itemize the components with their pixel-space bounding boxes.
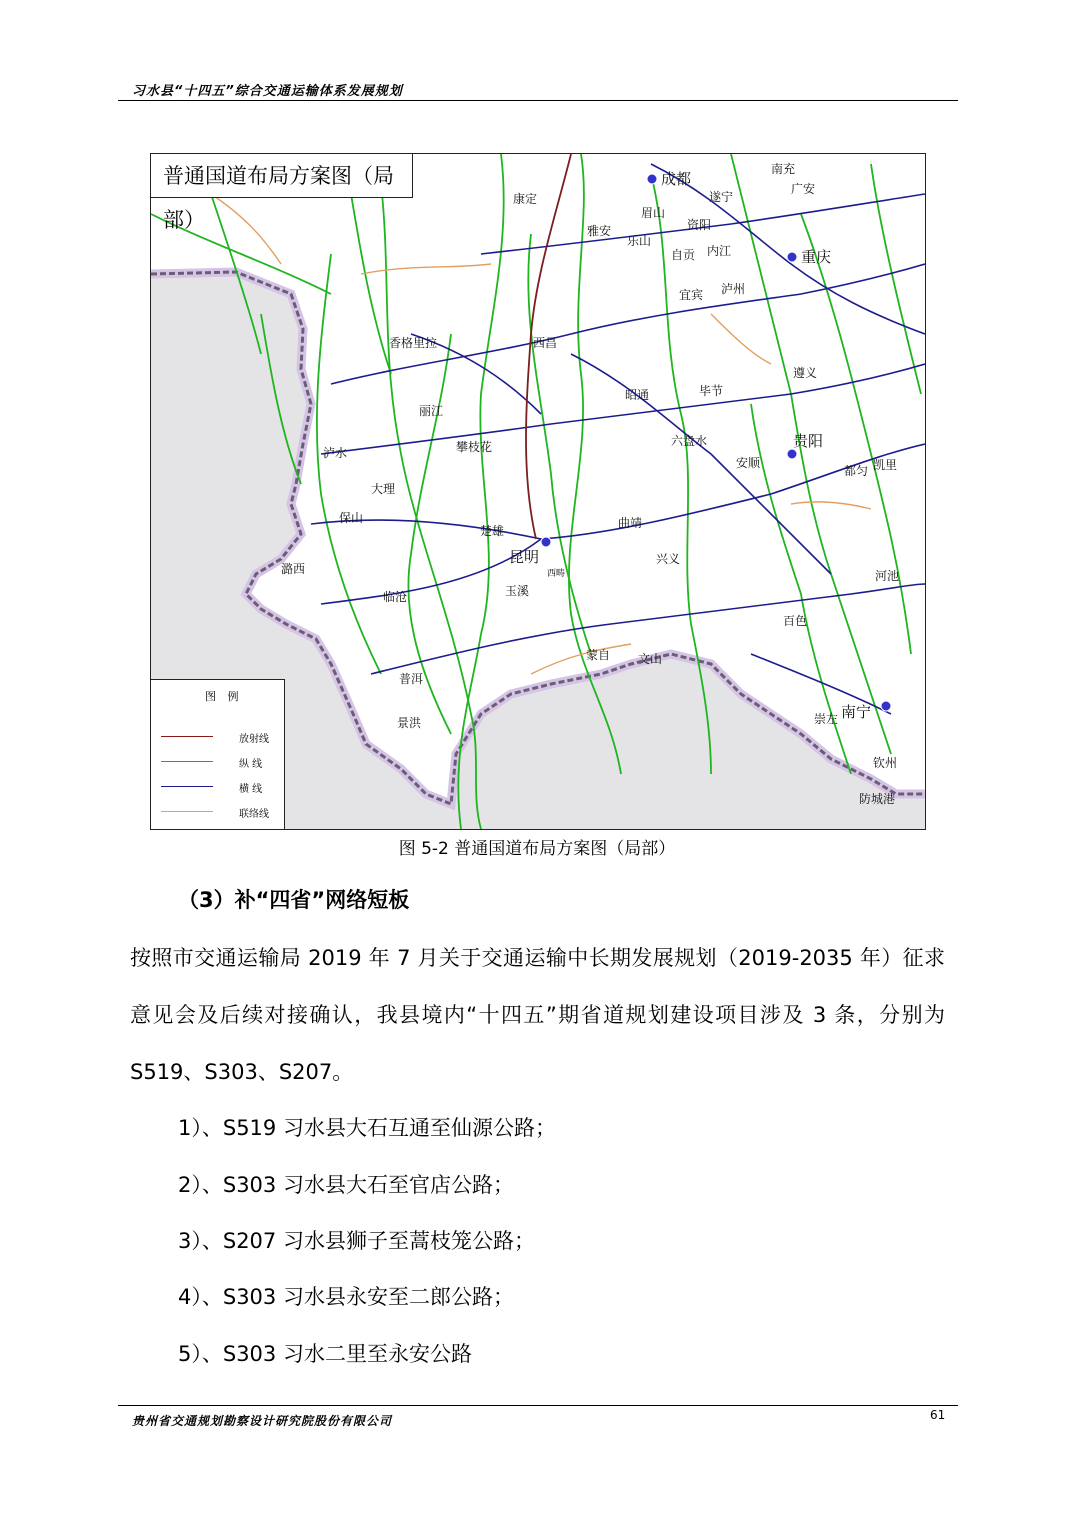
city-meishan: 眉山 [641, 206, 666, 220]
city-yaan: 雅安 [587, 224, 612, 238]
city-panzhihua: 攀枝花 [456, 440, 493, 454]
list-item: 5）、S303 习水二里至永安公路 [178, 1342, 472, 1366]
city-nanchong: 南充 [771, 162, 796, 176]
city-chongzuo: 崇左 [814, 712, 839, 726]
legend-label-connector: 联络线 [239, 809, 269, 820]
city-wenshan: 文山 [638, 652, 663, 666]
map-title: 普通国道布局方案图（局部） [151, 154, 413, 198]
legend-swatch-vertical [161, 761, 213, 762]
city-lushui: 泸水 [323, 446, 348, 460]
city-nanning: 南宁 [841, 703, 872, 721]
list-item: 2）、S303 习水县大石至官店公路； [178, 1173, 514, 1197]
city-dali: 大理 [371, 482, 396, 496]
page-number: 61 [930, 1408, 946, 1422]
legend-label-radial: 放射线 [239, 734, 269, 745]
city-guiyang: 贵阳 [793, 432, 824, 450]
footer-organization: 贵州省交通规划勘察设计研究院股份有限公司 [132, 1414, 393, 1428]
connector-roads [211, 194, 871, 674]
list-item: 1）、S519 习水县大石互通至仙源公路； [178, 1116, 556, 1140]
map-legend [151, 679, 285, 830]
city-zhaotong: 昭通 [625, 388, 650, 402]
city-xichou: 西畴 [547, 569, 566, 579]
body-paragraph: 按照市交通运输局 2019 年 7 月关于交通运输中长期发展规划（2019-2035 年）征求意见会及后续对接确认，我县境内“十四五”期省道规划建设项目涉及 3 条，分别为 S519、S303、S207。 [130, 946, 945, 1084]
road-network-map [150, 153, 926, 830]
legend-item-connector [161, 805, 281, 819]
city-guangan: 广安 [791, 182, 816, 196]
section-heading: （3）补“四省”网络短板 [178, 888, 410, 912]
city-lincang: 临沧 [383, 590, 408, 604]
list-item: 4）、S303 习水县永安至二郎公路； [178, 1285, 514, 1309]
city-hechi: 河池 [875, 569, 900, 583]
city-baoshan: 保山 [339, 511, 364, 525]
legend-title: 图 例 [205, 690, 243, 703]
city-kangding: 康定 [513, 192, 538, 206]
legend-swatch-connector [161, 811, 213, 812]
list-item: 3）、S207 习水县狮子至蒿枝笼公路； [178, 1229, 535, 1253]
city-yibin: 宜宾 [679, 288, 704, 302]
city-qinzhou: 钦州 [873, 756, 898, 770]
city-xichang: 西昌 [533, 336, 558, 350]
city-kaili: 凯里 [873, 458, 898, 472]
legend-swatch-radial [161, 736, 213, 737]
city-mengzi: 蒙自 [586, 648, 611, 662]
city-liupanshui: 六盘水 [671, 434, 708, 448]
city-chuxiong: 楚雄 [480, 524, 505, 538]
legend-item-radial [161, 730, 281, 744]
figure-caption: 图 5-2 普通国道布局方案图（局部） [398, 839, 676, 859]
city-bijie: 毕节 [699, 384, 724, 398]
city-zigong: 自贡 [671, 248, 696, 262]
city-lijiang: 丽江 [419, 404, 444, 418]
city-duyun: 都匀 [844, 464, 869, 478]
legend-label-horizontal: 横 线 [239, 784, 263, 795]
city-jinghong: 景洪 [397, 716, 422, 730]
city-ziyang: 资阳 [687, 218, 712, 232]
city-baise: 百色 [783, 614, 808, 628]
city-suining: 遂宁 [709, 190, 734, 204]
header-rule [118, 100, 958, 101]
legend-swatch-horizontal [161, 786, 213, 787]
city-zunyi: 遵义 [793, 366, 818, 380]
city-yuxi: 玉溪 [505, 584, 530, 598]
footer-rule [118, 1405, 958, 1406]
legend-label-vertical: 纵 线 [239, 759, 263, 770]
header-title: 习水县“十四五”综合交通运输体系发展规划 [132, 84, 403, 99]
city-xianggelila: 香格里拉 [389, 336, 438, 350]
city-puer: 普洱 [399, 672, 424, 686]
city-leshan: 乐山 [627, 234, 652, 248]
city-kunming: 昆明 [509, 548, 540, 566]
city-anshun: 安顺 [736, 456, 761, 470]
city-fangchenggang: 防城港 [859, 792, 896, 806]
legend-item-horizontal [161, 780, 281, 794]
horizontal-roads [311, 164, 925, 714]
city-xingyi: 兴义 [656, 552, 681, 566]
city-chongqing: 重庆 [801, 248, 832, 266]
city-qujing: 曲靖 [618, 516, 643, 530]
city-mangshi: 潞西 [281, 562, 306, 576]
city-neijiang: 内江 [707, 244, 732, 258]
legend-item-vertical [161, 755, 281, 769]
city-chengdu: 成都 [661, 170, 692, 188]
city-luzhou: 泸州 [721, 282, 746, 296]
